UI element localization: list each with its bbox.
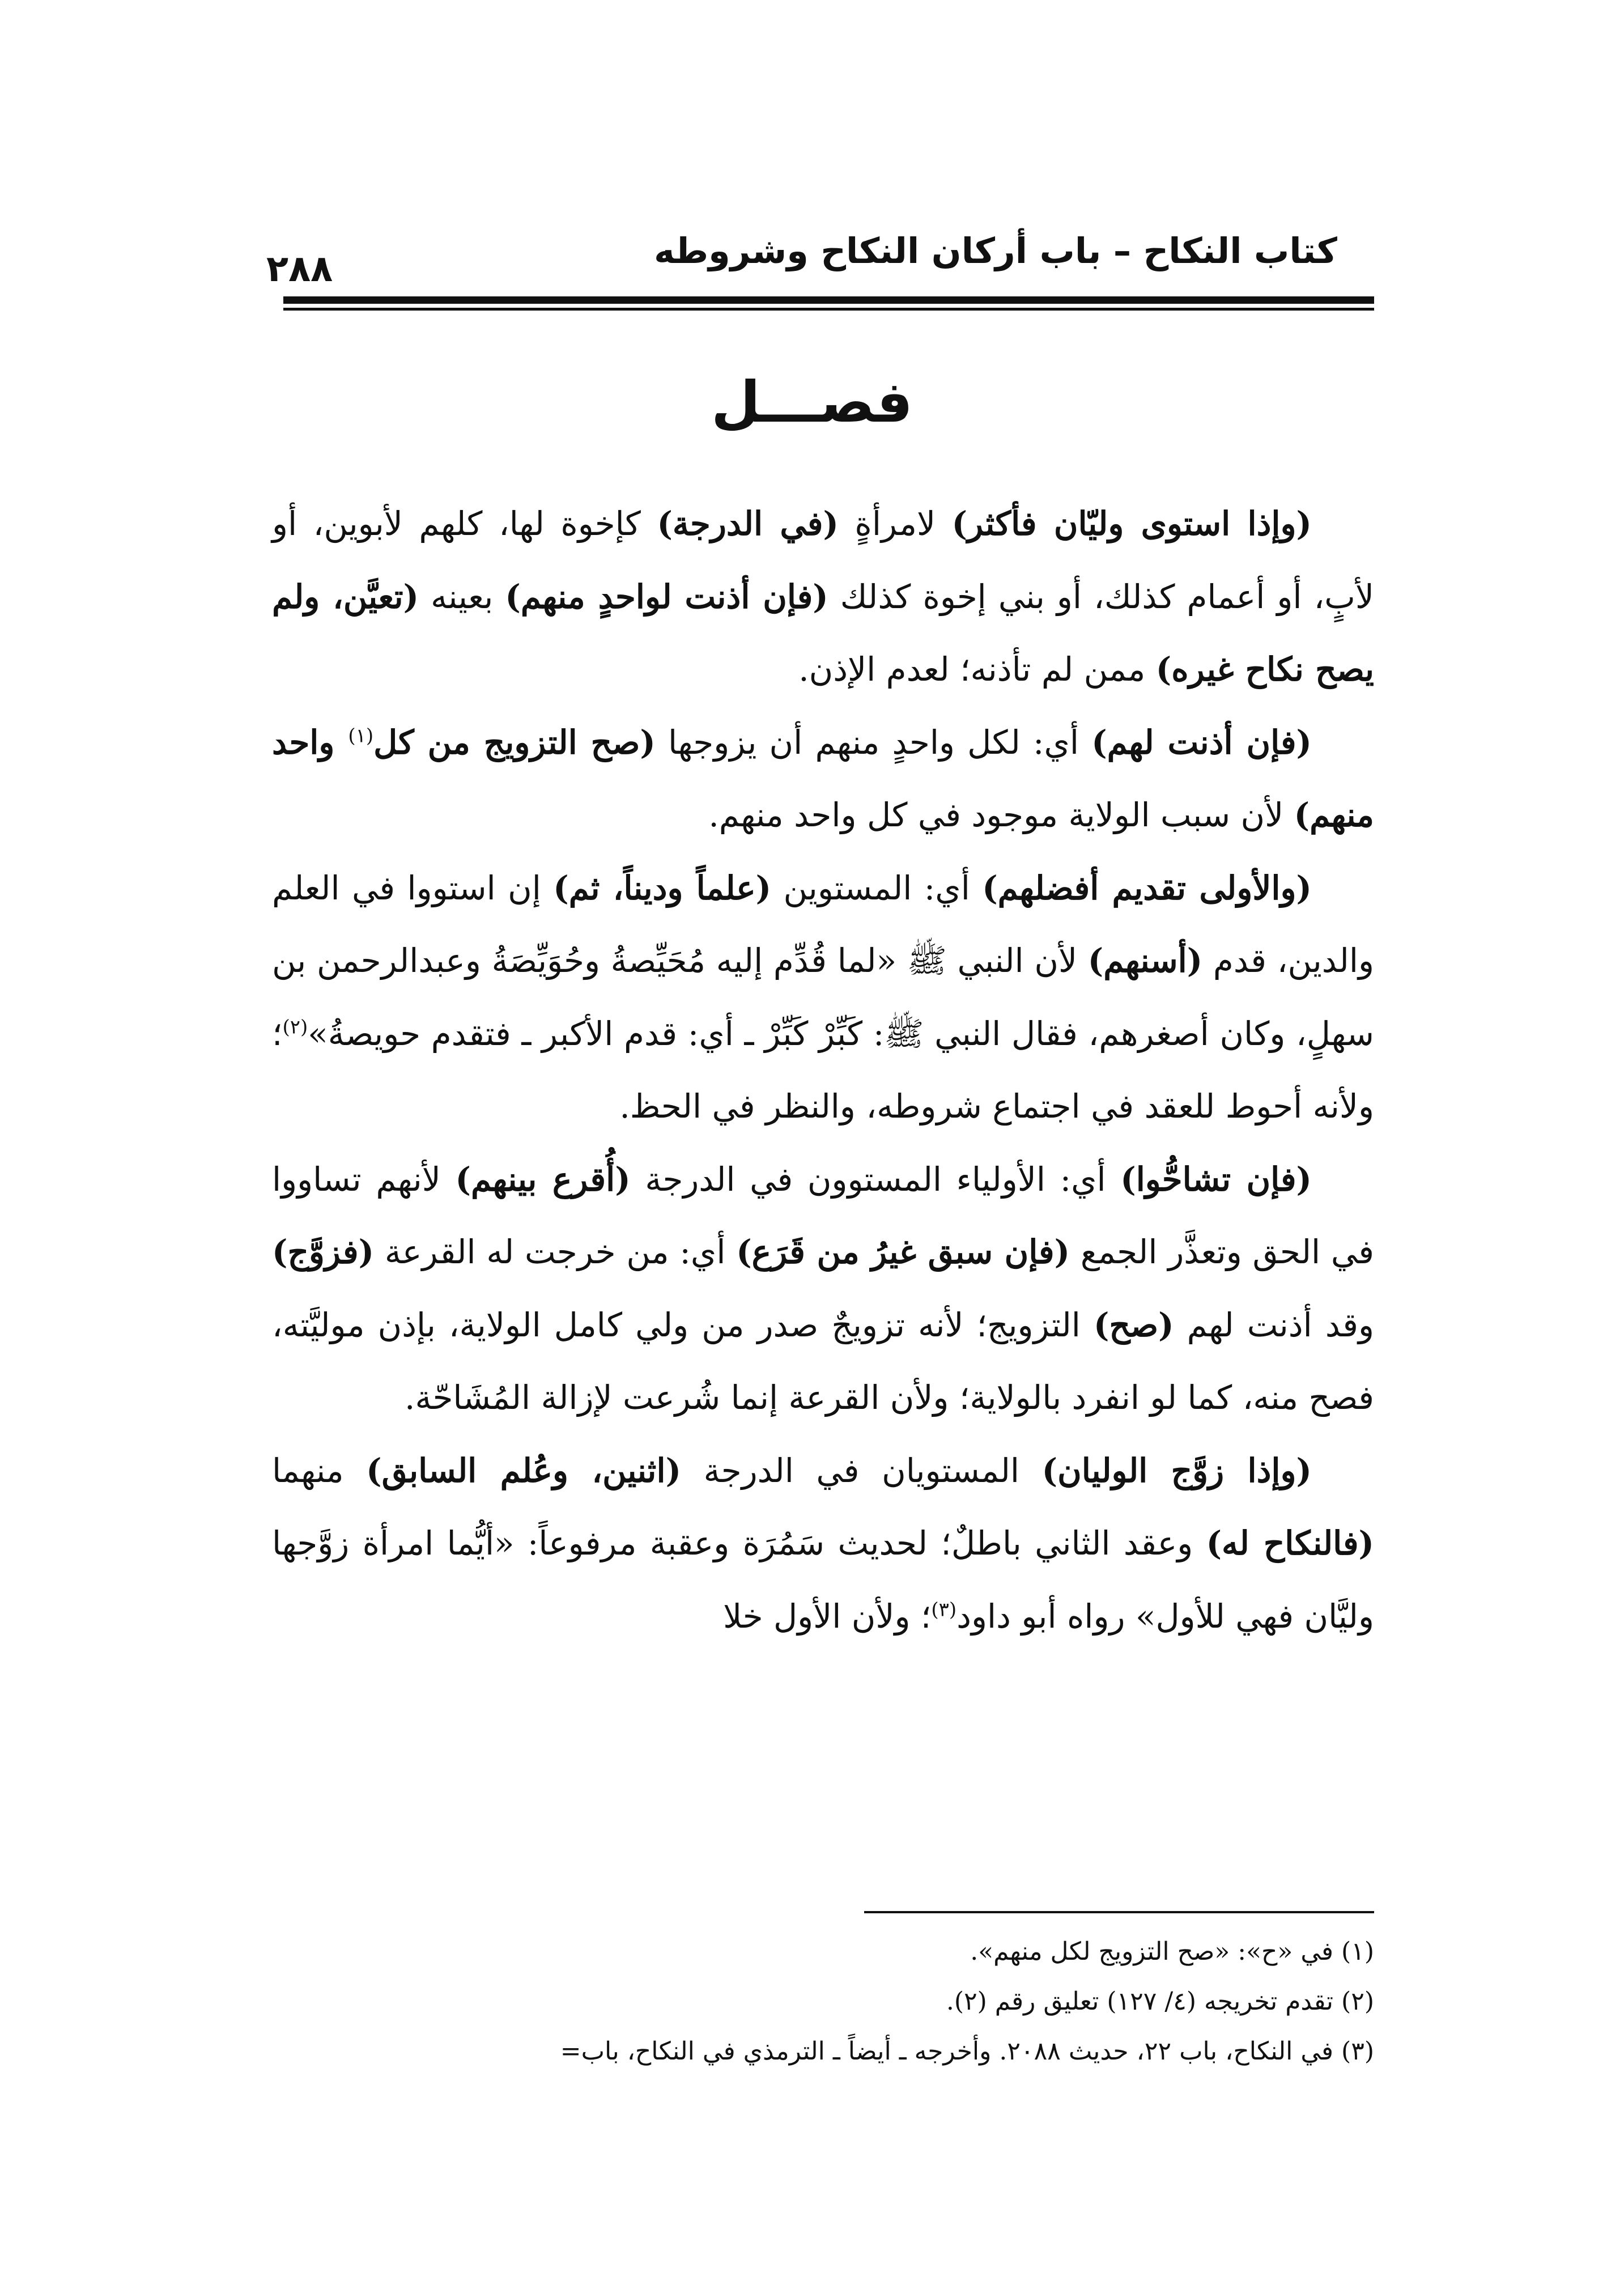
footnote-marker: (٢) <box>282 1016 308 1039</box>
paragraph <box>272 852 1374 1143</box>
matn-text: (فزوَّج) <box>272 1233 375 1271</box>
matn-text: (فالنكاح له) <box>1206 1524 1374 1562</box>
paragraph <box>272 1434 1374 1653</box>
commentary-text: وعقد الثاني باطلٌ؛ لحديث سَمُرَة وعقبة مرفوعاً: «أيُّما امرأة زوَّجها وليَّان فهي للأول» رواه أبو داود <box>272 1524 1374 1636</box>
matn-text: (في الدرجة) <box>657 504 839 543</box>
running-title: كتاب النكاح – باب أركان النكاح وشروطه <box>654 230 1337 271</box>
commentary-text: لأن النبي ﷺ «لما قُدِّم إليه مُحَيِّصةُ وحُوَيِّصَةُ وعبدالرحمن بن سهلٍ، وكان أصغرهم، فقال النبي ﷺ: كَبِّرْ كَبِّرْ ـ أي: قدم الأكبر ـ فتقدم حويصةُ» <box>272 941 1374 1053</box>
page-number: ٢٨٨ <box>266 248 333 290</box>
matn-text: واحد منهم) <box>272 723 1374 834</box>
matn-text: (تعيَّن، ولم يصح نكاح غيره) <box>272 577 1374 689</box>
commentary-text: لأنهم تساووا في الحق وتعذَّر الجمع <box>272 1160 1374 1271</box>
commentary-text: أي: من خرجت له القرعة <box>374 1233 737 1271</box>
matn-text: (أسنهم) <box>1087 941 1203 980</box>
commentary-text: لامرأةٍ <box>838 504 952 543</box>
footnotes <box>272 1927 1374 2077</box>
commentary-text: أي: لكل واحدٍ منهم أن يزوجها <box>655 723 1092 762</box>
matn-text: (وإذا استوى وليّان فأكثر) <box>951 504 1312 543</box>
matn-text: (والأولى تقديم أفضلهم) <box>982 868 1312 907</box>
paragraph <box>272 1143 1374 1434</box>
matn-text: (صح التزويج من كل <box>373 723 656 762</box>
header-rule-thin <box>283 308 1374 311</box>
header-rule-thick <box>283 296 1374 304</box>
footnote: (٣) في النكاح، باب ٢٢، حديث ٢٠٨٨. وأخرجه ـ أيضاً ـ الترمذي في النكاح، باب= <box>560 2037 1374 2066</box>
matn-text: (اثنين، وعُلم السابق) <box>366 1451 682 1490</box>
matn-text: (وإذا زوَّج الوليان) <box>1041 1451 1312 1490</box>
commentary-text: منهما <box>272 1451 367 1490</box>
body-text <box>272 487 1374 1653</box>
footnote: (٢) تقدم تخريجه (٤/ ١٢٧) تعليق رقم (٢). <box>946 1987 1374 2016</box>
matn-text: (علماً وديناً، ثم) <box>553 868 772 907</box>
paragraph <box>272 706 1374 852</box>
matn-text: (فإن أذنت لهم) <box>1091 723 1312 762</box>
commentary-text: ؛ ولأن الأول خلا <box>723 1596 932 1636</box>
commentary-text: ممن لم تأذنه؛ لعدم الإذن. <box>798 650 1156 689</box>
section-heading: فصـــل <box>711 369 913 435</box>
commentary-text: بعينه <box>419 577 505 616</box>
matn-text: (أُقرع بينهم) <box>455 1160 631 1199</box>
commentary-text: وقد أذنت لهم <box>1174 1305 1374 1344</box>
commentary-text: المستويان في الدرجة <box>681 1451 1042 1490</box>
commentary-text: التزويج؛ لأنه تزويجٌ صدر من ولي كامل الولاية، بإذن موليَّته، فصح منه، كما لو انفرد بالولاية؛ ولأن القرعة إنما شُرعت لإزالة المُشَاحّة. <box>272 1305 1374 1417</box>
footnote-marker: (٣) <box>931 1598 957 1621</box>
commentary-text: لأن سبب الولاية موجود في كل واحد منهم. <box>708 796 1294 834</box>
commentary-text: أي: المستوين <box>771 868 983 907</box>
footnote-rule <box>864 1911 1374 1913</box>
commentary-text: أي: الأولياء المستوون في الدرجة <box>630 1160 1121 1199</box>
commentary-text: ؛ ولأنه أحوط للعقد في اجتماع شروطه، والنظر في الحظ. <box>272 1014 1374 1126</box>
matn-text: (فإن سبق غيرُ من قَرَع) <box>736 1233 1070 1271</box>
footnote-marker: (١) <box>348 724 374 748</box>
matn-text: (صح) <box>1093 1305 1174 1344</box>
commentary-text: إن استووا في العلم والدين، قدم <box>272 868 1374 980</box>
matn-text: (فإن أذنت لواحدٍ منهم) <box>505 577 828 616</box>
paragraph <box>272 487 1374 706</box>
footnote: (١) في «ح»: «صح التزويج لكل منهم». <box>970 1937 1374 1966</box>
matn-text: (فإن تشاحُّوا) <box>1120 1160 1312 1199</box>
commentary-text: كإخوة لها، كلهم لأبوين، أو لأبٍ، أو أعمام كذلك، أو بني إخوة كذلك <box>272 504 1374 616</box>
